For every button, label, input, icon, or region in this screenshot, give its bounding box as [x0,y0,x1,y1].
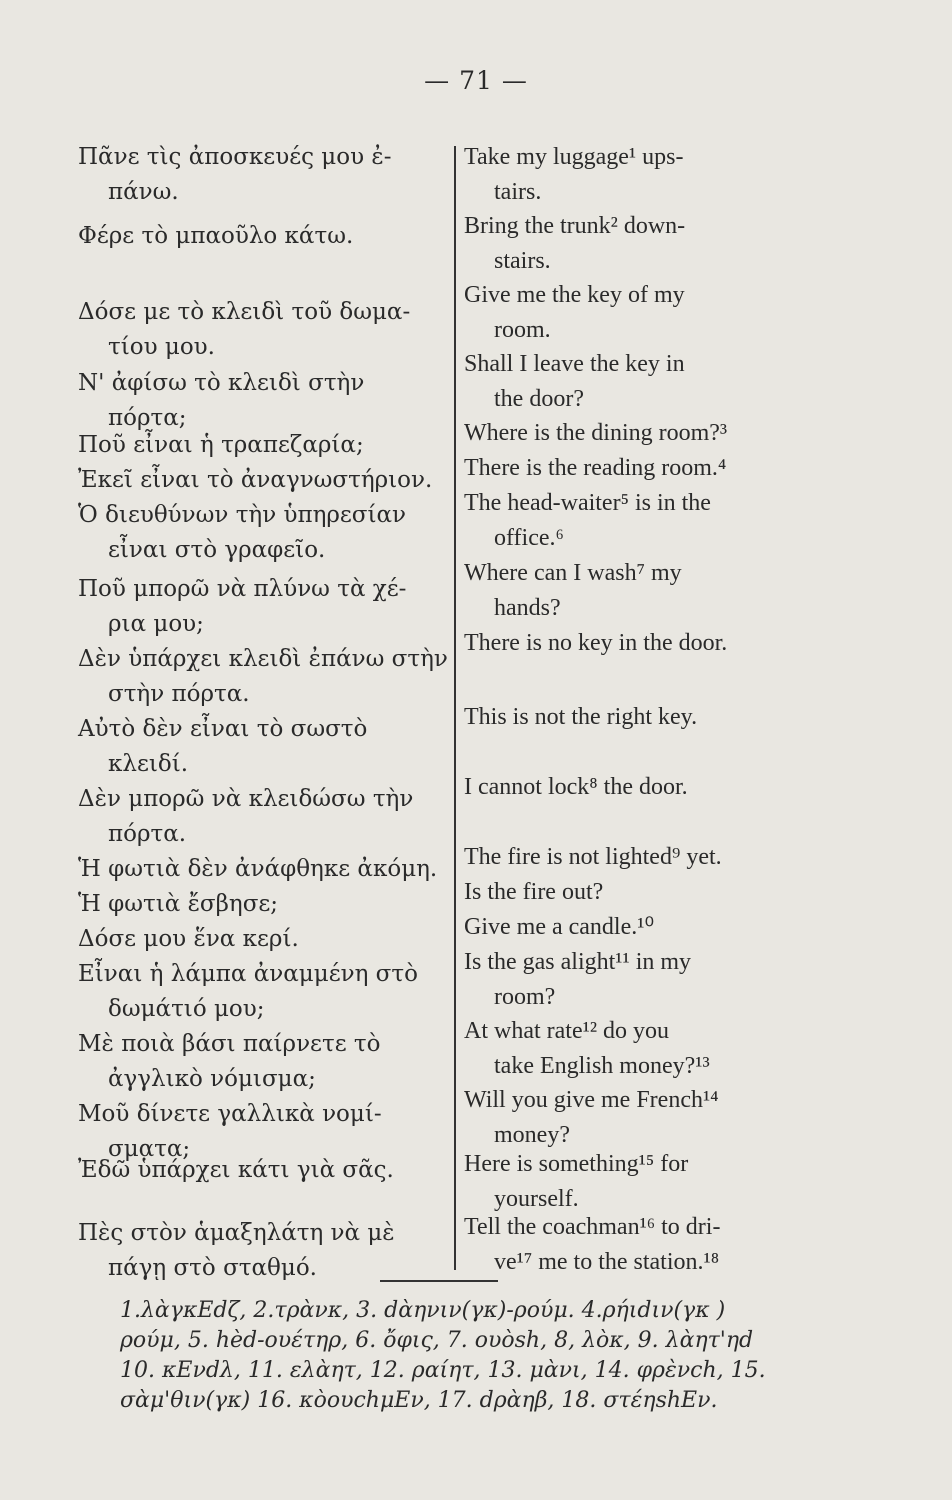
english-phrase-line: Is the gas alight¹¹ in my [464,949,692,975]
greek-phrase-line: στὴν πόρτα. [108,681,250,707]
english-phrase-line: The head-waiter⁵ is in the [464,490,711,516]
english-phrase-line: office.⁶ [494,525,564,551]
english-phrase [464,700,697,735]
greek-phrase-line: πάγῃ στὸ σταθμό. [108,1255,317,1281]
greek-phrase-line: Ἡ φωτιὰ δὲν ἀνάφθηκε ἀκόμη. [78,856,438,882]
english-phrase [464,910,654,945]
greek-phrase [78,642,448,712]
english-phrase-line: I cannot lock⁸ the door. [464,774,688,800]
greek-phrase [78,1153,394,1188]
greek-phrase-line: Πὲς στὸν ἁμαξηλάτη νὰ μὲ [78,1220,395,1246]
english-phrase-line: room. [494,317,551,343]
greek-phrase-line: Ἐδῶ ὑπάρχει κάτι γιὰ σᾶς. [78,1157,394,1183]
english-phrase-line: Where can I wash⁷ my [464,560,682,586]
english-phrase [464,945,691,1015]
greek-phrase-line: ρια μου; [108,611,204,637]
english-phrase-line: Is the fire out? [464,879,604,905]
english-phrase-line: There is the reading room.⁴ [464,455,727,481]
english-phrase-line: The fire is not lighted⁹ yet. [464,844,722,870]
english-phrase-line: Where is the dining room?³ [464,420,728,446]
greek-phrase [78,1027,381,1097]
english-phrase [464,1210,720,1280]
english-phrase [464,1083,719,1153]
greek-phrase-line: Ν' ἀφίσω τὸ κλειδὶ στὴν [78,370,365,396]
greek-phrase [78,922,299,957]
english-phrase-line: This is not the right key. [464,704,698,730]
english-phrase [464,347,685,417]
english-phrase-line: stairs. [494,248,551,274]
english-phrase-line: Will you give me French¹⁴ [464,1087,719,1113]
greek-phrase-line: πόρτα; [108,405,187,431]
column-divider [454,146,456,1270]
english-phrase [464,486,711,556]
english-phrase-line: Tell the coachman¹⁶ to dri- [464,1214,721,1240]
footnote-rule [380,1280,498,1282]
greek-phrase-line: Εἶναι ἡ λάμπα ἀναμμένη στὸ [78,961,418,987]
english-phrase [464,278,685,348]
greek-phrase [78,428,364,463]
footnote-line: 10. κEνdλ, 11. ελὰητ, 12. ραίητ, 13. μὰνι, 14. φρὲνch, 15. [120,1358,766,1383]
greek-phrase [78,366,364,436]
greek-phrase [78,140,392,210]
english-phrase-line: money? [494,1122,570,1148]
english-phrase-line: take English money?¹³ [494,1053,710,1079]
greek-phrase [78,957,418,1027]
greek-phrase [78,295,410,365]
greek-phrase-line: πόρτα. [108,821,187,847]
greek-phrase-line: Δὲν ὑπάρχει κλειδὶ ἐπάνω στὴν [78,646,448,672]
english-phrase-line: the door? [494,386,584,412]
greek-phrase-line: Πᾶνε τὶς ἀποσκευές μου ἐ- [78,144,392,170]
greek-phrase-line: Δὲν μπορῶ νὰ κλειδώσω τὴν [78,786,414,812]
english-phrase-line: Here is something¹⁵ for [464,1151,689,1177]
greek-phrase [78,852,437,887]
greek-phrase-line: Μὲ ποιὰ βάσι παίρνετε τὸ [78,1031,381,1057]
english-phrase-line: Take my luggage¹ ups- [464,144,684,170]
greek-phrase-line: Ἡ φωτιὰ ἔσβησε; [78,891,279,917]
english-phrase-line: yourself. [494,1186,579,1212]
english-phrase [464,556,682,626]
greek-phrase [78,572,406,642]
greek-phrase-line: Μοῦ δίνετε γαλλικὰ νομί- [78,1101,382,1127]
greek-phrase-line: ἀγγλικὸ νόμισμα; [108,1066,316,1092]
greek-phrase-line: Ἐκεῖ εἶναι τὸ ἀναγνωστήριον. [78,467,433,493]
greek-phrase [78,712,367,782]
english-phrase-line: Bring the trunk² down- [464,213,686,239]
footnote-line: ρούμ, 5. hèd-ουέτηρ, 6. ὄφις, 7. ουὸsh, 8, λὸκ, 9. λὰητ'ηd [120,1328,754,1353]
english-phrase [464,875,603,910]
greek-phrase-line: δωμάτιό μου; [108,996,265,1022]
greek-phrase-line: Φέρε τὸ μπαοῦλο κάτω. [78,223,354,249]
greek-phrase-line: εἶναι στὸ γραφεῖο. [108,537,326,563]
greek-phrase [78,887,278,922]
english-phrase-line: tairs. [494,179,542,205]
greek-phrase [78,219,353,254]
greek-phrase-line: κλειδί. [108,751,189,777]
greek-phrase-line: Ποῦ εἶναι ἡ τραπεζαρία; [78,432,364,458]
english-phrase-line: Shall I leave the key in [464,351,685,377]
greek-phrase-line: Δόσε μου ἕνα κερί. [78,926,299,952]
english-phrase [464,209,685,279]
greek-phrase [78,1216,395,1286]
greek-phrase [78,782,413,852]
english-phrase-line: hands? [494,595,561,621]
footnote-line: 1.λὰγκEdζ, 2.τρὰνκ, 3. dὰηνιν(γκ)-ρούμ. 4.ρήιdιν(γκ ) [120,1298,726,1323]
english-phrase-line: room? [494,984,556,1010]
english-phrase-line: Give me a candle.¹⁰ [464,914,655,940]
english-phrase [464,1147,688,1217]
greek-phrase-line: τίου μου. [108,334,215,360]
english-phrase [464,416,727,451]
greek-phrase-line: Δόσε με τὸ κλειδὶ τοῦ δωμα- [78,299,411,325]
footnote-line: σὰμ'θιν(γκ) 16. κὸουchμEν, 17. dρὰηβ, 18. στέηshEν. [120,1388,718,1413]
greek-phrase-line: πάνω. [108,179,179,205]
english-phrase-line: ve¹⁷ me to the station.¹⁸ [494,1249,720,1275]
english-phrase [464,626,727,661]
greek-phrase [78,463,432,498]
greek-phrase-line: Ὁ διευθύνων τὴν ὑπηρεσίαν [78,502,407,528]
english-phrase-line: There is no key in the door. [464,630,728,656]
page-number: — 71 — [424,66,528,95]
english-phrase-line: Give me the key of my [464,282,685,308]
greek-phrase-line: Αὐτὸ δὲν εἶναι τὸ σωστὸ [78,716,368,742]
english-phrase [464,770,688,805]
english-phrase [464,451,726,486]
english-phrase-line: At what rate¹² do you [464,1018,670,1044]
english-phrase [464,840,722,875]
english-phrase [464,1014,710,1084]
footnotes [120,1296,810,1416]
greek-phrase-line: σματα; [108,1136,191,1162]
greek-phrase-line: Ποῦ μπορῶ νὰ πλύνω τὰ χέ- [78,576,407,602]
greek-phrase [78,498,406,568]
english-phrase [464,140,683,210]
